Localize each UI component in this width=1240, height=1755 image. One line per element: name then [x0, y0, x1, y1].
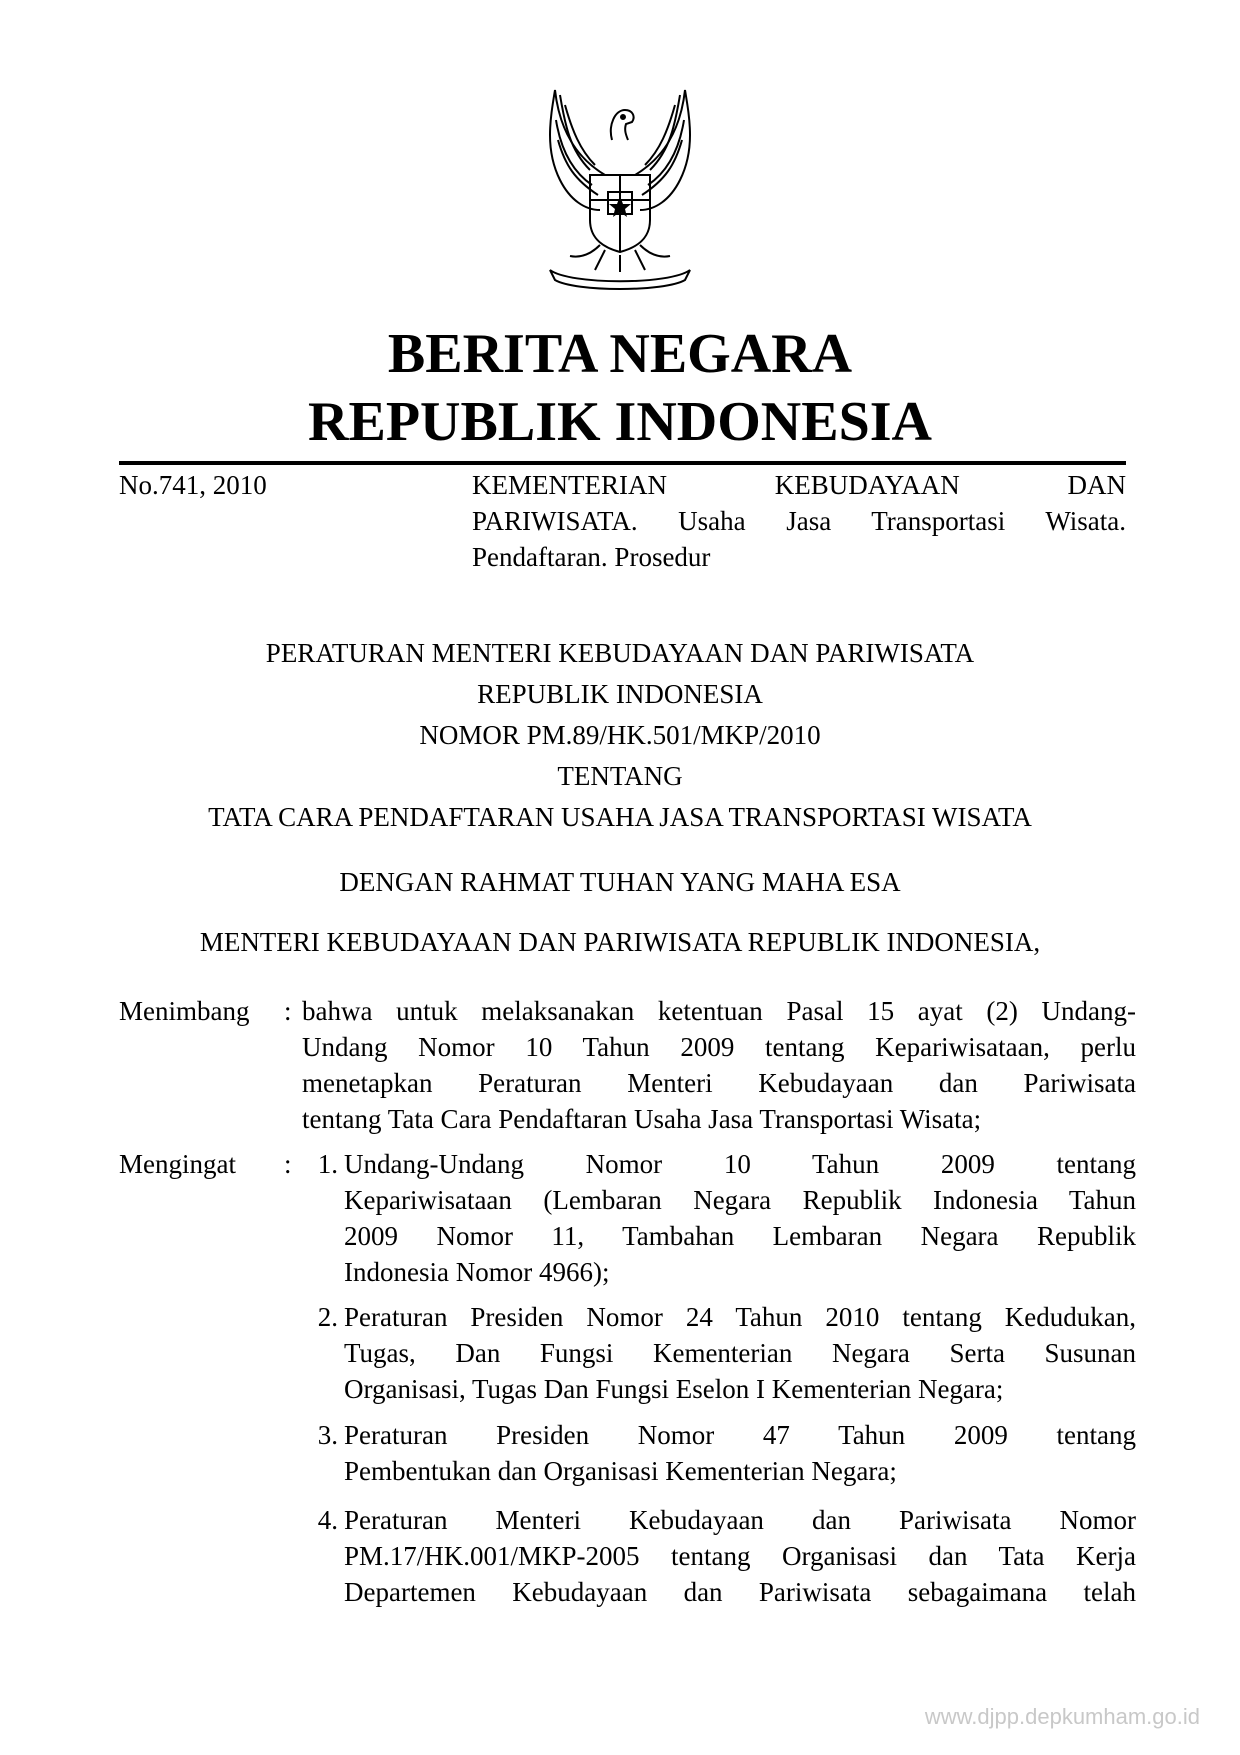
- garuda-emblem: [520, 80, 720, 290]
- item-line: Undang-Undang Nomor 10 Tahun 2009 tentang: [344, 1149, 1136, 1179]
- item-line: Organisasi, Tugas Dan Fungsi Eselon I Kementerian Negara;: [344, 1374, 1004, 1404]
- item-line: Pembentukan dan Organisasi Kementerian Negara;: [344, 1456, 897, 1486]
- opening-line: DENGAN RAHMAT TUHAN YANG MAHA ESA: [339, 867, 901, 897]
- item-number: 3.: [317, 1420, 338, 1450]
- menimbang-text: [302, 993, 1136, 1137]
- masthead: [0, 320, 1240, 456]
- item-line: 2009 Nomor 11, Tambahan Lembaran Negara Republik: [344, 1221, 1136, 1251]
- menimbang-label: Menimbang: [119, 996, 250, 1026]
- item-text: [344, 1417, 1136, 1489]
- item-line: PM.17/HK.001/MKP-2005 tentang Organisasi dan Tata Kerja: [344, 1541, 1136, 1571]
- title-line: TATA CARA PENDAFTARAN USAHA JASA TRANSPORTASI WISATA: [208, 802, 1032, 832]
- title-line: TENTANG: [557, 761, 683, 791]
- menimbang-line: tentang Tata Cara Pendaftaran Usaha Jasa Transportasi Wisata;: [302, 1104, 982, 1134]
- title-line: NOMOR PM.89/HK.501/MKP/2010: [419, 720, 821, 750]
- menimbang-line: bahwa untuk melaksanakan ketentuan Pasal 15 ayat (2) Undang-: [302, 996, 1136, 1026]
- item-line: Tugas, Dan Fungsi Kementerian Negara Serta Susunan: [344, 1338, 1136, 1368]
- gazette-summary: [472, 467, 1126, 575]
- masthead-rule: [119, 461, 1126, 465]
- item-line: Kepariwisataan (Lembaran Negara Republik Indonesia Tahun: [344, 1185, 1136, 1215]
- masthead-title: BERITA NEGARA: [387, 323, 853, 385]
- mengingat-colon: :: [284, 1149, 292, 1179]
- menimbang-line: Undang Nomor 10 Tahun 2009 tentang Kepariwisataan, perlu: [302, 1032, 1136, 1062]
- title-line: PERATURAN MENTERI KEBUDAYAAN DAN PARIWISATA: [265, 638, 975, 668]
- item-text: [344, 1146, 1136, 1290]
- gazette-number: No.741, 2010: [119, 470, 267, 500]
- mengingat-label: Mengingat: [119, 1149, 236, 1179]
- menimbang-section: [0, 993, 1240, 1143]
- opening-line: MENTERI KEBUDAYAAN DAN PARIWISATA REPUBLIK INDONESIA,: [199, 927, 1041, 957]
- opening-formula: [0, 862, 1240, 982]
- item-line: Indonesia Nomor 4966);: [344, 1257, 610, 1287]
- item-text: [344, 1299, 1136, 1407]
- title-line: REPUBLIK INDONESIA: [477, 679, 763, 709]
- summary-line: KEMENTERIAN KEBUDAYAAN DAN: [472, 470, 1126, 500]
- menimbang-colon: :: [284, 996, 292, 1026]
- item-number: 1.: [317, 1149, 338, 1179]
- masthead-subtitle: REPUBLIK INDONESIA: [308, 391, 932, 453]
- item-line: Departemen Kebudayaan dan Pariwisata sebagaimana telah: [344, 1577, 1136, 1607]
- item-line: Peraturan Presiden Nomor 24 Tahun 2010 tentang Kedudukan,: [344, 1302, 1136, 1332]
- item-number: 4.: [317, 1505, 338, 1535]
- menimbang-line: menetapkan Peraturan Menteri Kebudayaan dan Pariwisata: [302, 1068, 1136, 1098]
- item-text: [344, 1502, 1136, 1610]
- summary-line: PARIWISATA. Usaha Jasa Transportasi Wisata.: [472, 506, 1126, 536]
- item-number: 2.: [317, 1302, 338, 1332]
- source-watermark: www.djpp.depkumham.go.id: [924, 1704, 1200, 1729]
- item-line: Peraturan Presiden Nomor 47 Tahun 2009 tentang: [344, 1420, 1136, 1450]
- regulation-title: [0, 633, 1240, 838]
- summary-line: Pendaftaran. Prosedur: [472, 542, 711, 572]
- item-line: Peraturan Menteri Kebudayaan dan Pariwisata Nomor: [344, 1505, 1136, 1535]
